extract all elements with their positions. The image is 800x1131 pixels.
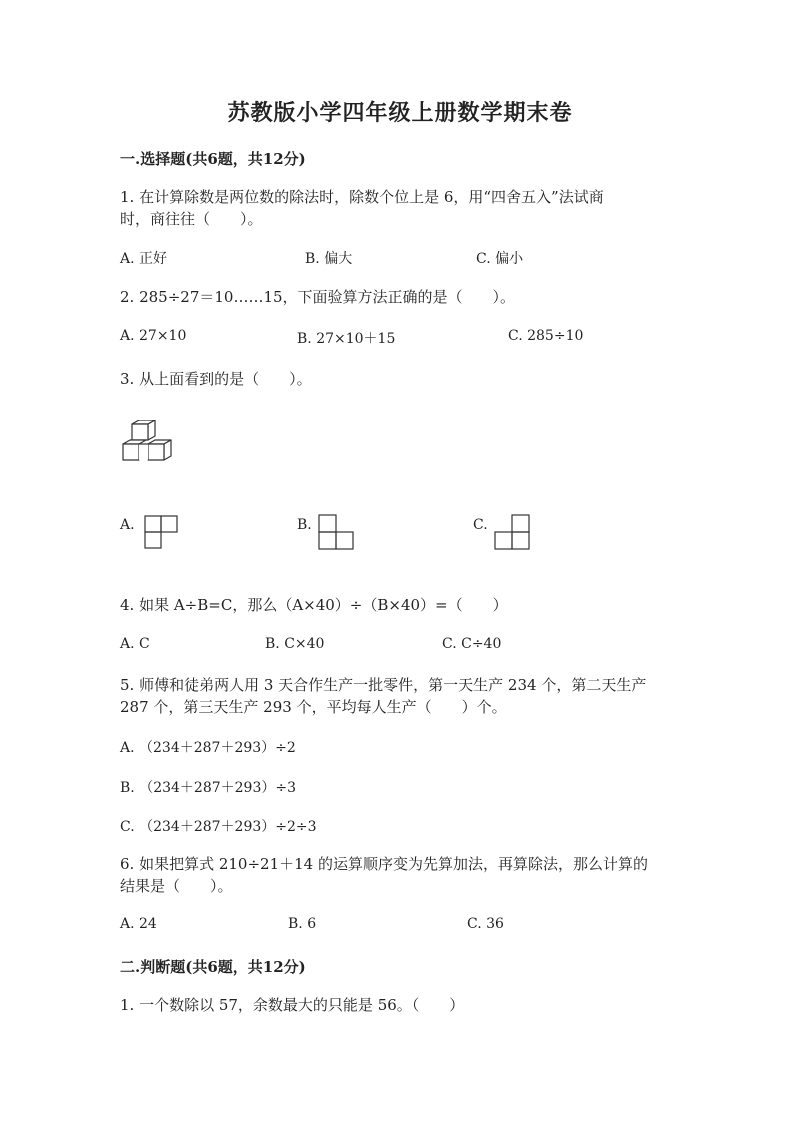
question-5-option-b: B. （234＋287＋293）÷3 <box>120 780 296 796</box>
view-shape-b <box>318 514 354 550</box>
question-3-option-a: A. <box>120 517 135 533</box>
question-4-option-c: C. C÷40 <box>442 636 502 652</box>
question-2-text: 2. 285÷27＝10……15，下面验算方法正确的是（ ）。 <box>120 288 516 306</box>
judgement-1-text: 1. 一个数除以 57，余数最大的只能是 56。（ ） <box>120 996 465 1014</box>
question-1-line-1: 1. 在计算除数是两位数的除法时，除数个位上是 6，用“四舍五入”法试商 <box>120 188 604 206</box>
question-1-line-2: 时，商往往（ ）。 <box>120 210 263 228</box>
question-2-option-b: B. 27×10＋15 <box>297 331 396 347</box>
question-1-option-c: C. 偏小 <box>476 251 524 267</box>
question-4-option-b: B. C×40 <box>265 636 325 652</box>
section-heading-judgement: 二.判断题(共6题，共12分) <box>120 958 306 976</box>
question-2-option-a: A. 27×10 <box>120 328 187 344</box>
question-6-option-b: B. 6 <box>288 916 317 932</box>
question-3-option-c: C. <box>473 517 488 533</box>
view-shape-a <box>144 515 178 549</box>
question-6-line-1: 6. 如果把算式 210÷21＋14 的运算顺序变为先算加法，再算除法，那么计算的 <box>120 855 648 873</box>
question-6-line-2: 结果是（ ）。 <box>120 877 233 895</box>
question-5-line-1: 5. 师傅和徒弟两人用 3 天合作生产一批零件，第一天生产 234 个，第二天生产 <box>120 676 647 694</box>
question-6-option-a: A. 24 <box>120 916 157 932</box>
question-4-text: 4. 如果 A÷B=C，那么（A×40）÷（B×40）=（ ） <box>120 596 508 614</box>
question-5-line-2: 287 个，第三天生产 293 个，平均每人生产（ ）个。 <box>120 698 507 716</box>
question-2-option-c: C. 285÷10 <box>508 328 584 344</box>
question-6-option-c: C. 36 <box>467 916 504 932</box>
question-1-option-b: B. 偏大 <box>305 251 353 267</box>
question-1-option-a: A. 正好 <box>120 251 168 267</box>
question-4-option-a: A. C <box>120 636 150 652</box>
question-5-option-a: A. （234＋287＋293）÷2 <box>120 740 296 756</box>
cube-stack-figure <box>118 420 182 468</box>
section-heading-choice: 一.选择题(共6题，共12分) <box>120 150 306 168</box>
question-3-text: 3. 从上面看到的是（ ）。 <box>120 370 312 388</box>
page-title: 苏教版小学四年级上册数学期末卷 <box>227 100 573 126</box>
question-5-option-c: C. （234＋287＋293）÷2÷3 <box>120 819 317 835</box>
question-3-option-b: B. <box>297 517 312 533</box>
view-shape-c <box>494 514 530 550</box>
